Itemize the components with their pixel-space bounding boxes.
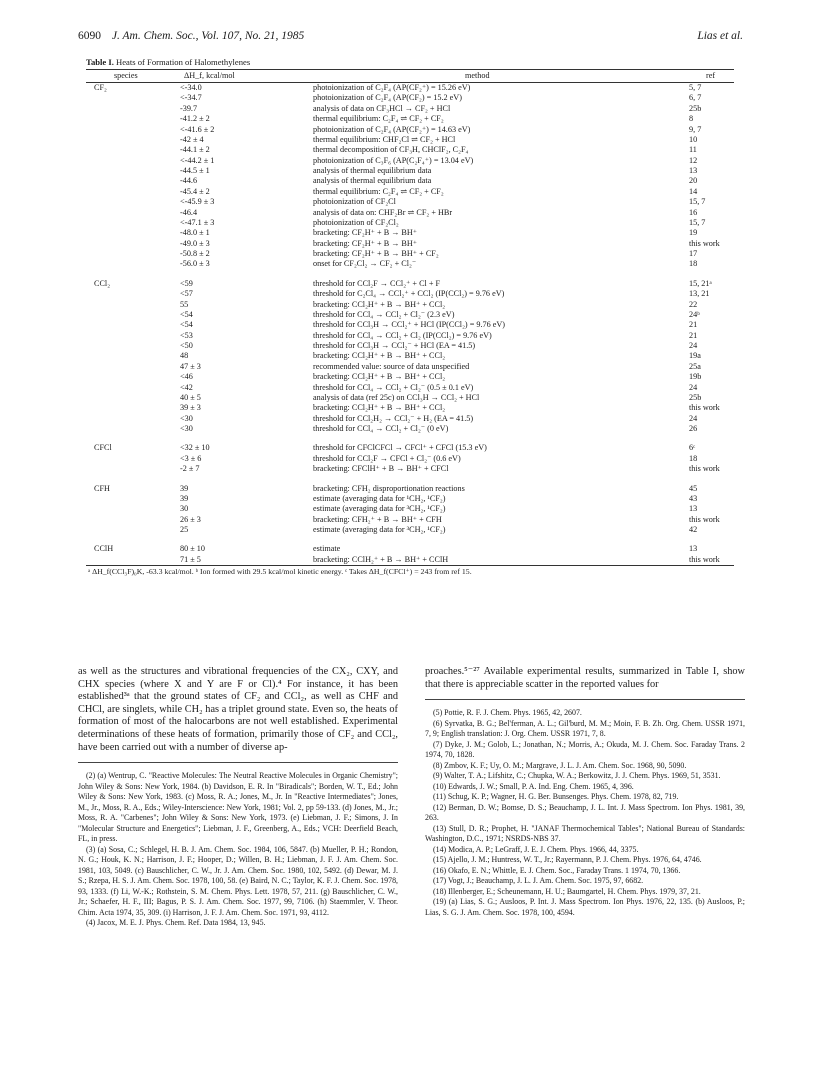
cell-enthalpy: 25 <box>180 525 189 534</box>
cell-ref: 9, 7 <box>689 124 702 134</box>
table-row <box>86 239 734 249</box>
cell-enthalpy: -49.0 ± 3 <box>180 238 210 248</box>
cell-species <box>86 228 174 238</box>
cell-species <box>86 135 174 145</box>
cell-species: CF₂ <box>94 83 107 92</box>
table-row <box>86 331 734 341</box>
table-row <box>86 362 734 372</box>
cell-method: photoionization of C₂F₄ (AP(CF₂⁺) = 15.26 eV) <box>313 83 471 92</box>
cell-ref: 16 <box>689 207 698 217</box>
cell-method: threshold for CCl₄ → CCl₂ + Cl₂⁻ (0 eV) <box>313 424 449 433</box>
cell-species <box>86 259 174 269</box>
table-row <box>86 383 734 393</box>
reference-entry: (9) Walter, T. A.; Lifshitz, C.; Chupka, W. A.; Berkowitz, J. J. Chem. Phys. 1969, 51, 3531. <box>433 771 721 781</box>
cell-method: photoionization of C₂F₄ (AP(CF₂) = 15.2 eV) <box>313 93 462 103</box>
cell-enthalpy: <-47.1 ± 3 <box>180 217 215 227</box>
cell-method: thermal equilibrium: CHF₂Cl ⇌ CF₂ + HCl <box>313 134 456 144</box>
cell-enthalpy: -44.6 <box>180 176 198 186</box>
cell-method: threshold for CCl₂H₂ → CCl₂⁻ + H₂ (EA = 41.5) <box>313 413 474 423</box>
journal-citation: J. Am. Chem. Soc., Vol. 107, No. 21, 1985 <box>111 30 305 42</box>
table-body <box>86 83 734 565</box>
cell-ref: 21 <box>689 320 698 330</box>
cell-species <box>86 403 174 413</box>
cell-species <box>86 187 174 197</box>
cell-method: threshold for CCl₄ → CCl₂ + Cl₂⁻ (0.5 ± 0.1 eV) <box>313 382 474 392</box>
cell-method: thermal equilibrium: C₂F₄ ⇌ CF₂ + CF₂ <box>313 186 444 196</box>
table-row <box>86 104 734 114</box>
cell-species <box>86 208 174 218</box>
table-caption <box>86 57 250 67</box>
cell-method: bracketing: CF₂H⁺ + B → BH⁺ <box>313 238 418 248</box>
cell-method: analysis of thermal equilibrium data <box>313 166 432 175</box>
cell-enthalpy: -2 ± 7 <box>180 464 200 474</box>
table-row <box>86 544 734 554</box>
cell-species: CCl₂ <box>94 278 111 288</box>
table-row <box>86 414 734 424</box>
table-row <box>86 351 734 361</box>
reference-entry: (8) Zmbov, K. F.; Uy, O. M.; Margrave, J. L. J. Am. Chem. Soc. 1968, 90, 5090. <box>433 760 687 770</box>
cell-method: threshold for C₂Cl₄ → CCl₂⁺ + CCl₂ (IP(CCl₂) = 9.76 eV) <box>313 289 505 299</box>
cell-enthalpy: 39 <box>180 483 189 493</box>
cell-species <box>86 320 174 330</box>
cell-enthalpy: 47 ± 3 <box>180 361 201 371</box>
cell-enthalpy: <57 <box>180 289 193 299</box>
cell-species <box>86 362 174 372</box>
cell-enthalpy: <-34.0 <box>180 83 202 92</box>
right-body-text: proaches.⁵⁻²⁷ Available experimental results, summarized in Table I, show that there is appreciable scatter in the reported values for <box>425 666 745 690</box>
cell-method: thermal equilibrium: C₂F₄ ⇌ CF₂ + CF₂ <box>313 114 444 124</box>
cell-enthalpy: <3 ± 6 <box>180 453 202 463</box>
cell-species <box>86 393 174 403</box>
cell-ref: 13 <box>689 166 698 175</box>
cell-method: threshold for CCl₄ → CCl₂ + Cl₂ (IP(CCl₂) = 9.76 eV) <box>313 330 492 340</box>
cell-method: threshold for CFClCFCl → CFCl⁺ + CFCl (15.3 eV) <box>313 443 487 453</box>
cell-enthalpy: -44.5 ± 1 <box>180 166 210 175</box>
cell-enthalpy: <-44.2 ± 1 <box>180 155 215 165</box>
group-spacer <box>86 270 734 279</box>
table-row <box>86 249 734 259</box>
cell-species <box>86 525 174 535</box>
cell-species <box>86 504 174 514</box>
cell-enthalpy: <-45.9 ± 3 <box>180 197 215 207</box>
cell-method: bracketing: CFH₂⁺ + B → BH⁺ + CFH <box>313 514 442 524</box>
cell-enthalpy: -42 ± 4 <box>180 134 204 144</box>
reference-entry: (17) Vogt, J.; Beauchamp, J. L. J. Am. Chem. Soc. 1975, 97, 6682. <box>433 876 644 886</box>
cell-species <box>86 300 174 310</box>
cell-ref: 17 <box>689 249 698 258</box>
cell-method: onset for CF₂Cl₂ → CF₂ + Cl₂⁻ <box>313 259 417 269</box>
cell-ref: 13 <box>689 504 698 514</box>
cell-species <box>86 239 174 249</box>
cell-enthalpy: <46 <box>180 372 193 382</box>
cell-method: threshold for CCl₂F → CFCl + Cl₂⁻ (0.6 eV) <box>313 453 461 463</box>
table-row <box>86 93 734 103</box>
header-method: method <box>465 71 490 80</box>
cell-method: estimate (averaging data for ¹CH₂, ¹CF₂) <box>313 493 446 503</box>
cell-enthalpy: <42 <box>180 382 193 392</box>
cell-enthalpy: <53 <box>180 330 193 340</box>
cell-method: threshold for CCl₄ → CCl₂ + Cl₂⁻ (2.3 eV) <box>313 309 455 319</box>
cell-species <box>86 454 174 464</box>
cell-enthalpy: -50.8 ± 2 <box>180 249 210 258</box>
cell-method: threshold for CCl₃H → CCl₂⁻ + HCl (EA = 41.5) <box>313 341 476 350</box>
right-column <box>425 666 745 918</box>
table-row <box>86 424 734 434</box>
cell-enthalpy: <54 <box>180 320 193 330</box>
cell-enthalpy: 48 <box>180 351 189 361</box>
cell-species: CClH <box>94 544 114 554</box>
table-row <box>86 320 734 330</box>
cell-ref: 19a <box>689 351 701 361</box>
reference-entry: (16) Okafo, E. N.; Whittle, E. J. Chem. Soc., Faraday Trans. 1 1974, 70, 1366. <box>433 865 681 875</box>
running-head-left <box>78 30 304 48</box>
cell-method: estimate (averaging data for ³CH₂, ¹CF₂) <box>313 504 446 514</box>
cell-species: CFCl <box>94 443 112 453</box>
cell-species <box>86 289 174 299</box>
table-row <box>86 145 734 155</box>
cell-ref: 19b <box>689 372 702 382</box>
cell-species <box>86 166 174 176</box>
reference-entry: (18) Illenberger, E.; Scheunemann, H. U.; Baumgartel, H. Chem. Phys. 1979, 37, 21. <box>433 886 701 896</box>
table-row <box>86 289 734 299</box>
cell-species <box>86 145 174 155</box>
table-row <box>86 525 734 535</box>
table-row <box>86 403 734 413</box>
cell-ref: 45 <box>689 483 698 493</box>
cell-ref: 25b <box>689 392 702 402</box>
cell-method: recommended value: source of data unspecified <box>313 361 470 371</box>
table-footnote: ᵃ ΔH_f(CCl₃F)₀K, -63.3 kcal/mol. ᵇ Ion formed with 29.5 kcal/mol kinetic energy. ᶜ Takes ΔH_f(CFCl⁺) = 243 from ref 15. <box>88 567 472 577</box>
cell-species <box>86 383 174 393</box>
cell-method: bracketing: CFH₂ disproportionation reactions <box>313 483 465 493</box>
table-row <box>86 484 734 494</box>
cell-ref: 8 <box>689 114 694 124</box>
reference-entry: (14) Modica, A. P.; LeGraff, J. E. J. Chem. Phys. 1966, 44, 3375. <box>433 844 639 854</box>
cell-species <box>86 218 174 228</box>
cell-enthalpy: <-41.6 ± 2 <box>180 124 215 134</box>
table-row <box>86 454 734 464</box>
cell-method: estimate (averaging data for ³CH₂, ¹CF₂) <box>313 525 446 534</box>
cell-species <box>86 351 174 361</box>
reference-entry: (3) (a) Sosa, C.; Schlegel, H. B. J. Am. Chem. Soc. 1984, 106, 5847. (b) Mueller, P. H.; Rondon, N. G.; Houk, K. N.; Harrison, J. F.; Hooper, D.; Willen, B. H.; Liebman, J. F. J. Am. Chem. Soc. 1981, 103, 5049. (c) Bauschlicher, C. W., Jr. J. Am. Chem. Soc. 1980, 102, 5492. (d) Dewar, M. J. S.; Rzepa, H. S. J. Am. Chem. Soc. 1978, 100, 58. (e) Baird, N. C.; Taylor, K. F. J. Chem. Soc. 1978, 93, 1333. (f) Li, W.-K.; Rothstein, S. M. Chem. Phys. Lett. 1978, 57, 211. (g) Bauschlicher, C. W., Jr.; Schaefer, H. F., III; Bagus, P. S. J. Am. Chem. Soc. 1977, 99, 7106. (h) Staemmler, V. Theor. Chim. Acta 1974, 35, 309. (i) Harrison, J. F. J. Am. Chem. Soc. 1971, 93, 4112. <box>78 844 398 917</box>
table-bottom-rule <box>86 565 734 566</box>
cell-method: photoionization of C₂F₄ (AP(CF₂⁺) = 14.63 eV) <box>313 124 471 134</box>
table-row <box>86 310 734 320</box>
cell-enthalpy: -44.1 ± 2 <box>180 145 210 155</box>
table-row <box>86 135 734 145</box>
group-spacer <box>86 535 734 544</box>
left-column <box>78 666 398 929</box>
cell-ref: this work <box>689 403 720 413</box>
reference-entry: (6) Syrvatka, B. G.; Bel'ferman, A. L.; Gil'burd, M. M.; Moin, F. B. Zh. Org. Chem. USSR 1971, 7, 9; English translation: J. Org. Chem. USSR 1971, 7, 8. <box>425 718 745 739</box>
cell-method: photoionization of CF₂Cl₂ <box>313 217 399 227</box>
cell-species <box>86 464 174 474</box>
cell-species <box>86 310 174 320</box>
cell-enthalpy: 55 <box>180 299 189 309</box>
group-spacer <box>86 475 734 484</box>
cell-enthalpy: <59 <box>180 278 193 288</box>
cell-enthalpy: 30 <box>180 504 189 514</box>
cell-enthalpy: <30 <box>180 424 193 433</box>
cell-enthalpy: -41.2 ± 2 <box>180 114 210 124</box>
cell-enthalpy: 40 ± 5 <box>180 392 201 402</box>
cell-method: bracketing: CCl₂H⁺ + B → BH⁺ + CCl₂ <box>313 351 446 361</box>
cell-species <box>86 114 174 124</box>
cell-method: bracketing: CCl₂H⁺ + B → BH⁺ + CCl₂ <box>313 403 446 413</box>
cell-method: photoionization of CF₂Cl <box>313 197 396 207</box>
data-table <box>86 69 734 577</box>
cell-method: photoionization of C₃F₆ (AP(C₂F₄⁺) = 13.04 eV) <box>313 155 474 165</box>
cell-ref: 6, 7 <box>689 93 702 103</box>
cell-method: bracketing: CFClH⁺ + B → BH⁺ + CFCl <box>313 464 449 474</box>
table-row <box>86 341 734 351</box>
cell-enthalpy: <30 <box>180 413 193 423</box>
cell-method: analysis of data on CF₃HCl → CF₂ + HCl <box>313 103 451 113</box>
cell-method: bracketing: CCl₂H⁺ + B → BH⁺ + CCl₂ <box>313 299 446 309</box>
cell-species <box>86 93 174 103</box>
table-row <box>86 279 734 289</box>
cell-species <box>86 249 174 259</box>
table-row <box>86 443 734 453</box>
cell-ref: 11 <box>689 145 697 155</box>
cell-species <box>86 104 174 114</box>
cell-ref: this work <box>689 238 720 248</box>
cell-ref: 19 <box>689 228 698 238</box>
cell-enthalpy: -48.0 ± 1 <box>180 228 210 238</box>
cell-method: estimate <box>313 544 341 554</box>
cell-enthalpy: <-34.7 <box>180 93 202 103</box>
cell-species <box>86 372 174 382</box>
table-row <box>86 555 734 565</box>
left-body-text: as well as the structures and vibrational frequencies of the CX₂, CXY, and CHX species (where X and Y are F or Cl).⁴ For instance, it has been established³ᵃ that the ground states of CF₂ and CCl₂, as well as CHF and CHCl, are singlets, while CH₂ has a triplet ground state. Even so, the heats of formation of most of the halocarbons are not well established. Experimental determinations of these heats of formation, primarily those of CF₂ and CCl₂, have been carried out with a number of diverse ap- <box>78 666 398 753</box>
cell-ref: 24 <box>689 341 698 350</box>
cell-enthalpy: -56.0 ± 3 <box>180 259 210 269</box>
left-references <box>78 771 398 929</box>
cell-species <box>86 494 174 504</box>
cell-method: analysis of data (ref 25c) on CCl₃H → CCl₂ + HCl <box>313 392 480 402</box>
reference-entry: (5) Pottie, R. F. J. Chem. Phys. 1965, 42, 2607. <box>433 708 582 718</box>
cell-species <box>86 555 174 565</box>
table-row <box>86 176 734 186</box>
table-row <box>86 83 734 93</box>
cell-method: threshold for CCl₂F → CCl₂⁺ + Cl + F <box>313 278 441 288</box>
cell-species <box>86 424 174 434</box>
cell-method: thermal decomposition of CF₃H, CHClF₂, C₂F₄ <box>313 145 469 155</box>
cell-ref: 21 <box>689 330 698 340</box>
table-row <box>86 166 734 176</box>
cell-ref: 24ᵇ <box>689 309 700 319</box>
cell-enthalpy: 39 <box>180 493 189 503</box>
cell-ref: 24 <box>689 382 698 392</box>
running-head <box>78 30 743 48</box>
reference-entry: (2) (a) Wentrup, C. "Reactive Molecules: The Neutral Reactive Molecules in Organic Chemistry"; John Wiley & Sons: New York, 1984. (b) Davidson, E. R. In "Biradicals"; Borden, W. T., Ed.; John Wiley & Sons: New York, 1983. (c) Moss, R. A.; Jones, M., Jr. In "Reactive Intermediates"; Jones, M., Jr., Moss, R. A., Eds.; Wiley-Interscience: New York, 1981; Vol. 2, pp 59-133. (d) Jones, M., Jr.; Moss, R. A. "Carbenes"; John Wiley & Sons: New York, 1973. (e) Liebman, J. F.; Simons, J. In "Molecular Structure and Energetics"; Liebman, J. F., Greenberg, A., Eds.; VCH: Deerfield Beach, FL, in press. <box>78 771 398 844</box>
table-row <box>86 372 734 382</box>
table-label: Table I. <box>86 57 114 67</box>
cell-ref: 42 <box>689 525 698 534</box>
cell-ref: 6ᶜ <box>689 443 696 453</box>
header-enthalpy: ΔH_f, kcal/mol <box>184 71 235 80</box>
cell-ref: 22 <box>689 299 698 309</box>
cell-ref: 5, 7 <box>689 83 702 92</box>
cell-ref: 13, 21 <box>689 289 710 299</box>
cell-enthalpy: 26 ± 3 <box>180 514 201 524</box>
cell-ref: 14 <box>689 186 698 196</box>
table-row <box>86 464 734 474</box>
cell-ref: 24 <box>689 413 698 423</box>
cell-ref: 15, 7 <box>689 197 706 207</box>
table-row <box>86 515 734 525</box>
page-number: 6090 <box>78 30 101 42</box>
cell-species <box>86 197 174 207</box>
footnote-separator-right <box>425 699 745 700</box>
reference-entry: (4) Jacox, M. E. J. Phys. Chem. Ref. Data 1984, 13, 945. <box>86 918 266 928</box>
cell-ref: 15, 7 <box>689 217 706 227</box>
cell-ref: 18 <box>689 259 698 269</box>
table-row <box>86 259 734 269</box>
reference-entry: (15) Ajello, J. M.; Huntress, W. T., Jr.; Rayermann, P. J. Chem. Phys. 1976, 64, 4746. <box>433 855 702 865</box>
cell-ref: 10 <box>689 134 698 144</box>
cell-enthalpy: <50 <box>180 341 193 350</box>
table-row <box>86 494 734 504</box>
cell-enthalpy: 71 ± 5 <box>180 554 201 564</box>
cell-species <box>86 414 174 424</box>
table-header-row <box>86 70 734 82</box>
cell-species <box>86 515 174 525</box>
cell-species: CFH <box>94 483 110 493</box>
table-row <box>86 197 734 207</box>
right-references <box>425 708 745 918</box>
reference-entry: (13) Stull, D. R.; Prophet, H. "JANAF Thermochemical Tables"; National Bureau of Standards: Washington, D.C., 1971; NSRDS-NBS 37. <box>425 823 745 844</box>
table-row <box>86 228 734 238</box>
cell-enthalpy: -39.7 <box>180 103 198 113</box>
reference-entry: (12) Berman, D. W.; Bomse, D. S.; Beauchamp, J. L. Int. J. Mass Spectrom. Ion Phys. 1981, 39, 263. <box>425 802 745 823</box>
cell-species <box>86 125 174 135</box>
cell-method: threshold for CCl₃H → CCl₂⁺ + HCl (IP(CCl₂) = 9.76 eV) <box>313 320 506 330</box>
reference-entry: (19) (a) Lias, S. G.; Ausloos, P. Int. J. Mass Spectrom. Ion Phys. 1976, 22, 135. (b) Ausloos, P.; Lias, S. G. J. Am. Chem. Soc. 1978, 100, 4594. <box>425 897 745 917</box>
cell-ref: 26 <box>689 424 698 433</box>
cell-ref: 43 <box>689 493 698 503</box>
table-row <box>86 187 734 197</box>
cell-method: analysis of data on: CHF₂Br ⇌ CF₂ + HBr <box>313 207 453 217</box>
header-species: species <box>114 71 138 80</box>
footnote-separator-left <box>78 762 398 763</box>
cell-ref: 20 <box>689 176 698 186</box>
cell-enthalpy: -45.4 ± 2 <box>180 186 210 196</box>
cell-ref: 13 <box>689 544 698 554</box>
cell-ref: 15, 21ᵃ <box>689 278 712 288</box>
header-ref: ref <box>706 71 716 80</box>
table-row <box>86 393 734 403</box>
cell-ref: 18 <box>689 453 698 463</box>
table-row <box>86 156 734 166</box>
table-row <box>86 125 734 135</box>
reference-entry: (11) Schug, K. P.; Wagner, H. G. Ber. Bunsenges. Phys. Chem. 1978, 82, 719. <box>433 792 679 802</box>
cell-species <box>86 156 174 166</box>
cell-ref: this work <box>689 554 720 564</box>
cell-ref: this work <box>689 464 720 474</box>
reference-entry: (7) Dyke, J. M.; Golob, L.; Jonathan, N.; Morris, A.; Okuda, M. J. Chem. Soc. Faraday Trans. 2 1974, 70, 1828. <box>425 739 745 760</box>
cell-ref: 12 <box>689 155 698 165</box>
cell-method: bracketing: CClH₂⁺ + B → BH⁺ + CClH <box>313 554 449 564</box>
cell-species <box>86 341 174 351</box>
table-row <box>86 300 734 310</box>
running-head-authors: Lias et al. <box>697 30 743 42</box>
table-title: Heats of Formation of Halomethylenes <box>116 57 251 67</box>
table-row <box>86 504 734 514</box>
cell-enthalpy: <32 ± 10 <box>180 443 210 453</box>
cell-ref: 25b <box>689 103 702 113</box>
table-row <box>86 114 734 124</box>
table-row <box>86 218 734 228</box>
cell-ref: this work <box>689 514 720 524</box>
cell-enthalpy: 80 ± 10 <box>180 544 205 554</box>
cell-species <box>86 176 174 186</box>
cell-species <box>86 331 174 341</box>
cell-enthalpy: -46.4 <box>180 207 198 217</box>
reference-entry: (10) Edwards, J. W.; Small, P. A. Ind. Eng. Chem. 1965, 4, 396. <box>433 781 634 791</box>
cell-enthalpy: 39 ± 3 <box>180 403 201 413</box>
cell-enthalpy: <54 <box>180 309 193 319</box>
cell-ref: 25a <box>689 361 701 371</box>
cell-method: analysis of thermal equilibrium data <box>313 176 432 186</box>
cell-method: bracketing: CF₂H⁺ + B → BH⁺ + CF₂ <box>313 249 439 258</box>
table-row <box>86 208 734 218</box>
cell-method: bracketing: CCl₂H⁺ + B → BH⁺ + CCl₂ <box>313 372 446 382</box>
cell-method: bracketing: CF₂H⁺ + B → BH⁺ <box>313 228 418 238</box>
group-spacer <box>86 434 734 443</box>
